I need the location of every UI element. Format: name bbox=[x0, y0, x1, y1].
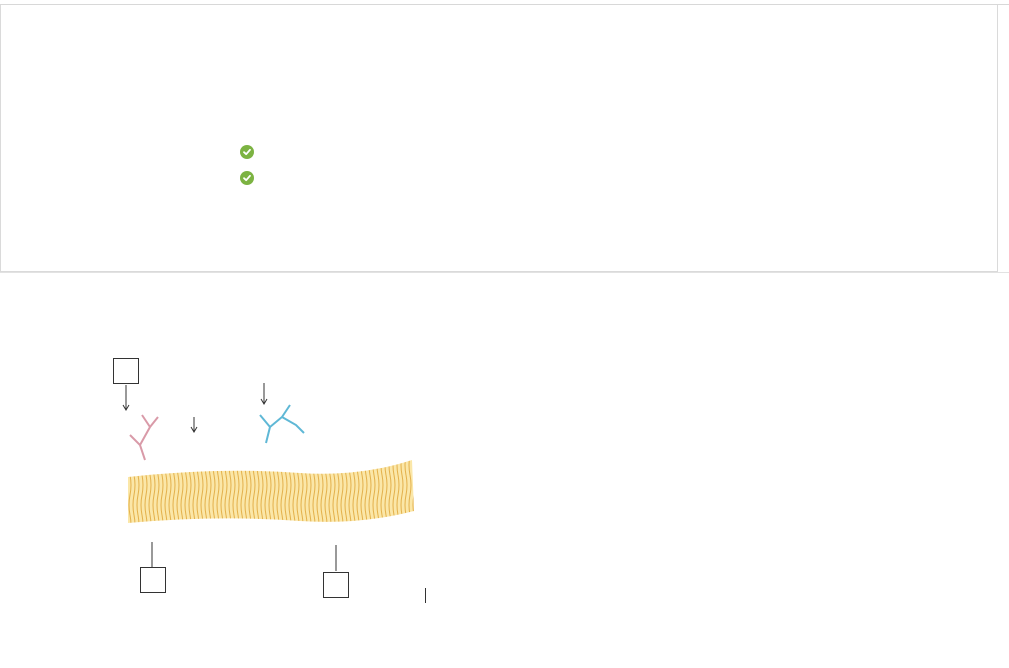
figure-label-box-2 bbox=[323, 572, 349, 598]
carbohydrate-chain bbox=[130, 415, 158, 460]
figure-label-box-3 bbox=[113, 358, 139, 384]
check-circle-icon bbox=[240, 171, 254, 185]
question-separator bbox=[0, 272, 1009, 273]
lipid-bilayer bbox=[128, 460, 414, 523]
check-circle-icon bbox=[240, 145, 254, 159]
text-cursor bbox=[425, 588, 426, 603]
glycoprotein-chain bbox=[260, 405, 304, 443]
figure-label-box-1 bbox=[140, 567, 166, 593]
question-8-panel bbox=[0, 5, 998, 272]
